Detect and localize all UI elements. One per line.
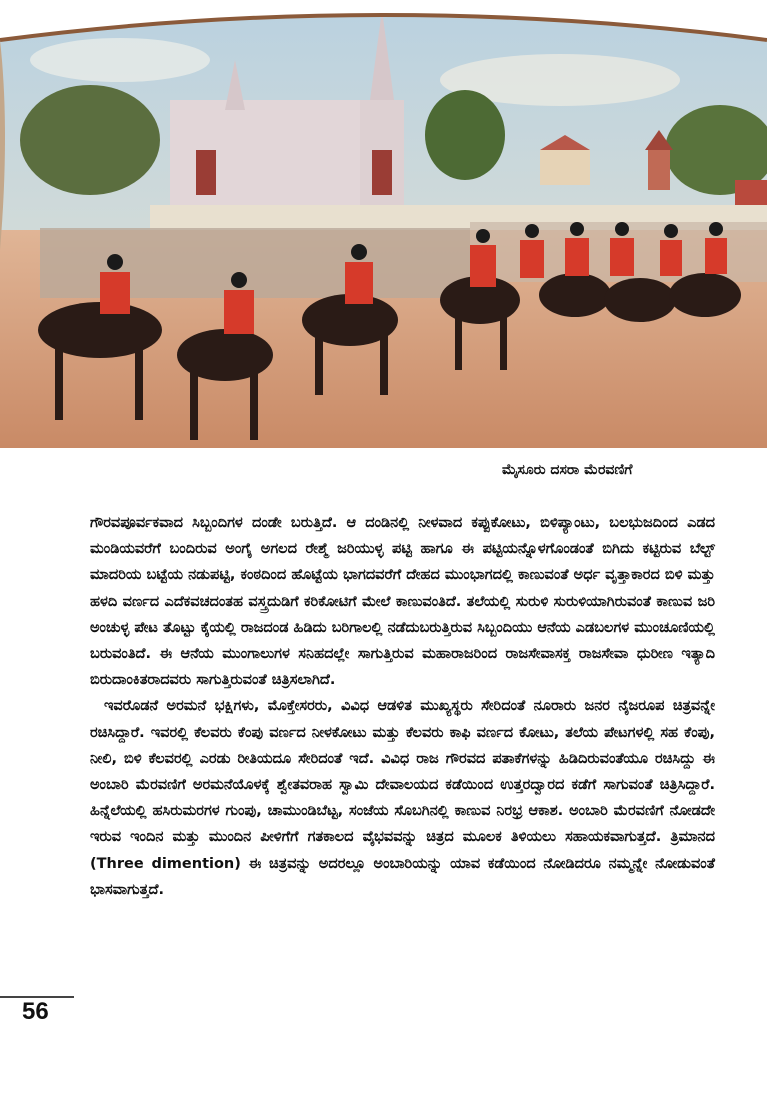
paragraph-1: ಗೌರವಪೂರ್ವಕವಾದ ಸಿಬ್ಬಂದಿಗಳ ದಂಡೇ ಬರುತ್ತಿದೆ. ಆ ದಂಡಿನಲ್ಲಿ ನೀಳವಾದ ಕಪ್ಪುಕೋಟು, ಬಿಳಿಪ್ಯಾಂಟು, ಬಲಭುಜದಿಂದ ಎಡದ ಮಂಡಿಯವರೆಗೆ ಬಂದಿರುವ ಅಂಗೈ ಅಗಲದ ರೇಶ್ಮೆ ಜರಿಯುಳ್ಳ ಪಟ್ಟಿ ಹಾಗೂ ಈ ಪಟ್ಟಿಯನ್ನೊಳಗೊಂಡಂತೆ ಬಿಗಿದು ಕಟ್ಟಿರುವ ಬೆಲ್ಟ್ ಮಾದರಿಯ ಬಟ್ಟೆಯ ನಡುಪಟ್ಟಿ, ಕಂಠದಿಂದ ಹೊಟ್ಟೆಯ ಭಾಗದವರೆಗೆ ದೇಹದ ಮುಂಭಾಗದಲ್ಲಿ ಕಾಣುವಂತೆ ಅರ್ಧ ವೃತ್ತಾಕಾರದ ಬಿಳಿ ಮತ್ತು ಹಳದಿ ವರ್ಣದ ಎದೆಕವಚದಂತಹ ವಸ್ತ್ರದುಡಿಗೆ ಕರಿಕೋಟಿಗೆ ಮೇಲೆ ಕಾಣುವಂತಿದೆ. ತಲೆಯಲ್ಲಿ ಸುರುಳಿ ಸುರುಳಿಯಾಗಿರುವಂತೆ ಕಾಣುವ ಜರಿ ಅಂಚುಳ್ಳ ಪೇಟ ತೊಟ್ಟು ಕೈಯಲ್ಲಿ ರಾಜದಂಡ ಹಿಡಿದು ಬರಿಗಾಲಲ್ಲಿ ನಡೆದುಬರುತ್ತಿರುವ ಸಿಬ್ಬಂದಿಯು ಆನೆಯ ಎಡಬಲಗಳ ಮುಂಚೂಣಿಯಲ್ಲಿ ಬರುವಂತಿದೆ. ಈ ಆನೆಯ ಮುಂಗಾಲುಗಳ ಸನಿಹದಲ್ಲೇ ಸಾಗುತ್ತಿರುವ ಮಹಾರಾಜರಿಂದ ರಾಜಸೇವಾಸಕ್ತ ರಾಜಸೇವಾ ಧುರೀಣ ಇತ್ಯಾದಿ ಬಿರುದಾಂಕಿತರಾದವರು ಸಾಗುತ್ತಿರುವಂತೆ ಚಿತ್ರಿಸಲಾಗಿದೆ. [90,515,715,689]
page-number: 56 [22,998,49,1025]
painting-caption: ಮೈಸೂರು ದಸರಾ ಮೆರವಣಿಗೆ [502,462,633,478]
dasara-procession-painting [0,0,767,448]
paragraph-2: ಇವರೊಡನೆ ಅರಮನೆ ಭಕ್ಷಿಗಳು, ಮೊಕ್ತೇಸರರು, ವಿವಿಧ ಆಡಳಿತ ಮುಖ್ಯಸ್ಥರು ಸೇರಿದಂತೆ ನೂರಾರು ಜನರ ನೈಜರೂಪ ಚಿತ್ರವನ್ನೇ ರಚಿಸಿದ್ದಾರೆ. ಇವರಲ್ಲಿ ಕೆಲವರು ಕೆಂಪು ವರ್ಣದ ನೀಳಕೋಟು ಮತ್ತು ಕೆಲವರು ಕಾಫಿ ವರ್ಣದ ಕೋಟು, ತಲೆಯ ಪೇಟಗಳಲ್ಲಿ ಸಹ ಕೆಂಪು, ನೀಲಿ, ಬಿಳಿ ಕೆಲವರಲ್ಲಿ ಎರಡು ರೀತಿಯದೂ ಸೇರಿದಂತೆ ಇದೆ. ವಿವಿಧ ರಾಜ ಗೌರವದ ಪತಾಕೆಗಳನ್ನು ಹಿಡಿದಿರುವಂತೆಯೂ ರಚಿಸಿದ್ದು ಈ ಅಂಬಾರಿ ಮೆರವಣಿಗೆ ಅರಮನೆಯೊಳಕ್ಕೆ ಶ್ವೇತವರಾಹ ಸ್ವಾಮಿ ದೇವಾಲಯದ ಕಡೆಯಿಂದ ಉತ್ತರದ್ವಾರದ ಕಡೆಗೆ ಸಾಗುವಂತೆ ಚಿತ್ರಿಸಿದ್ದಾರೆ. ಹಿನ್ನೆಲೆಯಲ್ಲಿ ಹಸಿರುಮರಗಳ ಗುಂಪು, ಚಾಮುಂಡಿಬೆಟ್ಟ, ಸಂಜೆಯ ಸೊಬಗಿನಲ್ಲಿ ಕಾಣುವ ನಿರಭ್ರ ಆಕಾಶ. ಅಂಬಾರಿ ಮೆರವಣಿಗೆ ನೋಡದೇ ಇರುವ ಇಂದಿನ ಮತ್ತು ಮುಂದಿನ ಪೀಳಿಗೆಗೆ ಗತಕಾಲದ ವೈಭವವನ್ನು ಚಿತ್ರದ ಮೂಲಕ ತಿಳಿಯಲು ಸಹಾಯಕವಾಗುತ್ತದೆ. ತ್ರಿಮಾನದ (Three dimention) ಈ ಚಿತ್ರವನ್ನು ಅದರಲ್ಲೂ ಅಂಬಾರಿಯನ್ನು ಯಾವ ಕಡೆಯಿಂದ ನೋಡಿದರೂ ನಮ್ಮನ್ನೇ ನೋಡುವಂತೆ ಭಾಸವಾಗುತ್ತದೆ. [90,698,715,898]
body-text [90,510,715,903]
painting-icon [0,0,767,448]
